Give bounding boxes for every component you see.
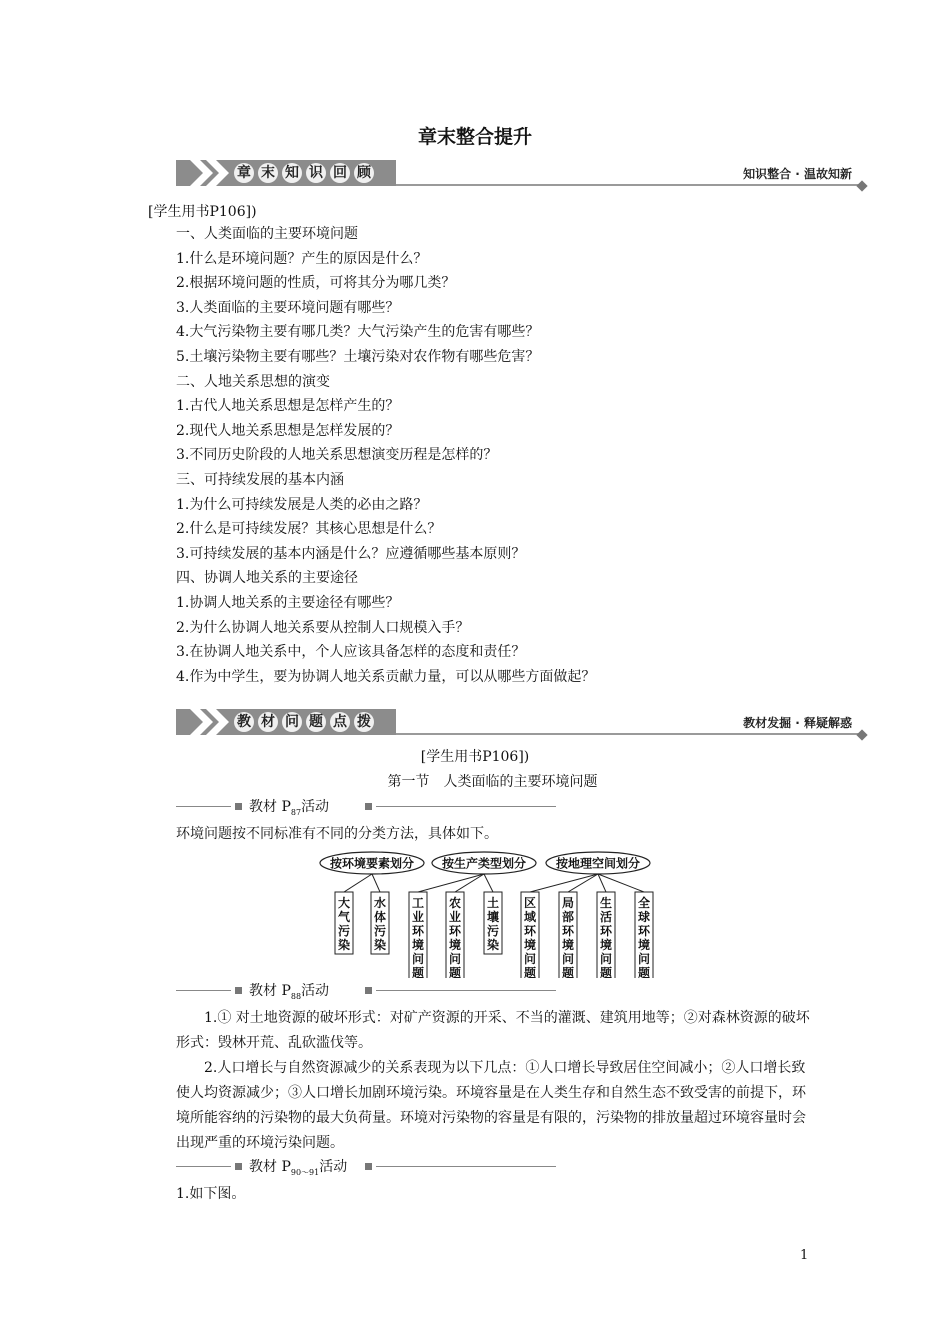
banner-char: 章: [234, 163, 254, 183]
banner-tag: 教材发掘 · 释疑解惑: [743, 716, 852, 730]
banner-char: 问: [282, 712, 302, 732]
list-item: 5.土壤污染物主要有哪些？土壤污染对农作物有哪些危害？: [176, 349, 540, 365]
diagram-leaf-label: 土壤污染: [486, 896, 500, 952]
banner-title: [234, 712, 374, 732]
list-item: 3.人类面临的主要环境问题有哪些？: [176, 299, 400, 316]
diagram-connector: [568, 874, 598, 892]
diagram-leaf-label: 局部环境问题: [561, 896, 575, 978]
diagram-connector: [455, 874, 484, 892]
list-item: 2.根据环境问题的性质，可将其分为哪几类？: [176, 275, 456, 292]
list-item: 4.大气污染物主要有哪几类？大气污染产生的危害有哪些？: [176, 324, 540, 341]
diagram-connector: [484, 874, 493, 892]
banner-char: 教: [234, 712, 254, 732]
activity-header: 教材 $P_{88}$活动: [176, 981, 556, 1001]
list-item: 1.古代人地关系思想是怎样产生的？: [176, 398, 400, 415]
banner-char: 拨: [354, 712, 374, 732]
chevron-arrow-icon: [176, 160, 240, 186]
diagram-leaf-label: 区域环境问题: [523, 896, 537, 978]
diagram-group-label: 按地理空间划分: [555, 856, 641, 871]
section-ref: [学生用书P106]): [420, 749, 530, 765]
list-item: 1.协调人地关系的主要途径有哪些？: [176, 595, 400, 611]
diagram-connector: [344, 874, 372, 892]
section-banner-review: [176, 160, 866, 186]
banner-char: 知: [282, 163, 302, 183]
diagram-leaf-label: 工业环境问题: [411, 896, 425, 978]
banner-title: [234, 163, 374, 183]
chevron-arrow-icon: [176, 709, 240, 735]
page-title: 章末整合提升: [417, 126, 532, 148]
diamond-icon: [856, 729, 867, 740]
activity-header: 教材 $P_{90\sim 91}$活动: [176, 1157, 556, 1177]
list-item: 3.不同历史阶段的人地关系思想演变历程是怎样的？: [176, 447, 498, 464]
section-banner-textbook: [176, 709, 866, 735]
banner-char: 顾: [354, 163, 374, 183]
diagram-leaf-label: 水体污染: [373, 896, 387, 952]
diagram-leaf-label: 农业环境问题: [448, 896, 462, 978]
activity-paragraph: 2.人口增长与自然资源减少的关系表现为以下几点：①人口增长导致居住空间减小；②人口增长致使人均资源减少；③人口增长加剧环境污染。环境容量是在人类生存和自然生态不致受害的前提下，环境所能容纳的污染物的最大负荷量。环境对污染物的容量是有限的，污染物的排放量超过环境容量时会出现严重的环境污染问题。: [176, 1060, 806, 1151]
section-heading: 第一节 人类面临的主要环境问题: [387, 774, 598, 790]
diagram-leaf-label: 生活环境问题: [599, 896, 613, 978]
diagram-leaf-label: 大气污染: [337, 896, 351, 952]
classification-diagram: [318, 848, 658, 978]
diamond-icon: [856, 180, 867, 191]
activity-header: 教材 $P_{87}$活动: [176, 797, 556, 817]
list-item: 2.现代人地关系思想是怎样发展的？: [176, 422, 400, 439]
banner-char: 材: [258, 712, 278, 732]
diagram-connector: [372, 874, 380, 892]
list-item: 3.在协调人地关系中，个人应该具备怎样的态度和责任？: [176, 644, 526, 661]
list-item: 4.作为中学生，要为协调人地关系贡献力量，可以从哪些方面做起？: [176, 668, 596, 685]
list-item: 三、可持续发展的基本内涵: [176, 472, 344, 488]
diagram-group-label: 按生产类型划分: [441, 856, 527, 871]
diagram-leaf-label: 全球环境问题: [637, 896, 651, 978]
list-item: 一、人类面临的主要环境问题: [176, 226, 358, 242]
banner-char: 末: [258, 163, 278, 183]
list-item: 四、协调人地关系的主要途径: [176, 570, 358, 587]
list-item: 3.可持续发展的基本内涵是什么？应遵循哪些基本原则？: [176, 545, 526, 562]
diagram-connector: [418, 874, 484, 892]
banner-char: 题: [306, 712, 326, 732]
banner-tag: 知识整合 · 温故知新: [743, 167, 852, 181]
list-item: 2.什么是可持续发展？其核心思想是什么？: [176, 521, 442, 538]
activity-paragraph: 1.① 对土地资源的破坏形式：对矿产资源的开采、不当的灌溉、建筑用地等；②对森林资源的破坏形式：毁林开荒、乱砍滥伐等。: [176, 1010, 810, 1051]
activity-text: 环境问题按不同标准有不同的分类方法，具体如下。: [176, 826, 498, 842]
list-item: 1.为什么可持续发展是人类的必由之路？: [176, 496, 428, 513]
list-item: 2.为什么协调人地关系要从控制人口规模入手？: [176, 619, 470, 636]
diagram-connector: [530, 874, 598, 892]
activity-text: 1.如下图。: [176, 1186, 246, 1202]
page-number: 1: [800, 1248, 809, 1263]
section-ref: [学生用书P106]): [148, 204, 257, 220]
diagram-group-label: 按环境要素划分: [329, 856, 415, 871]
list-item: 1.什么是环境问题？产生的原因是什么？: [176, 250, 428, 267]
banner-char: 识: [306, 163, 326, 183]
banner-char: 回: [330, 163, 350, 183]
banner-char: 点: [330, 712, 350, 732]
list-item: 二、人地关系思想的演变: [176, 373, 330, 390]
